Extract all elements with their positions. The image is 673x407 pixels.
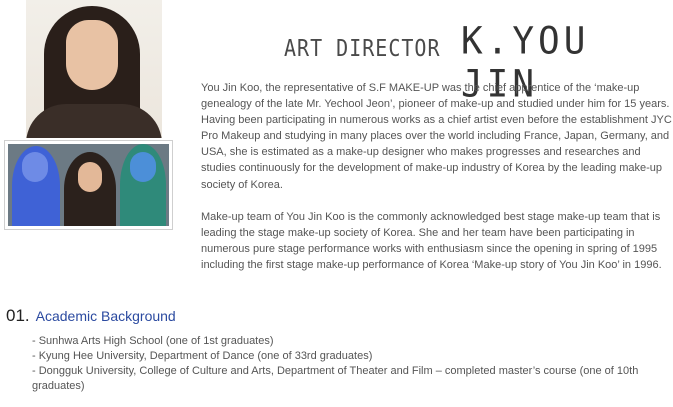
role-title: ART DIRECTOR	[284, 34, 441, 62]
list-item: - Dongguk University, College of Culture and Arts, Department of Theater and Film – completed master’s course (one of 10th graduates)	[32, 365, 639, 392]
biography	[201, 80, 673, 289]
academic-section-header	[6, 306, 176, 326]
academic-list	[32, 334, 662, 394]
director-portrait-photo	[26, 0, 162, 138]
bio-paragraph: Make-up team of You Jin Koo is the commonly acknowledged best stage make-up team that is leading the stage make-up society of Korea. She and her team have been participating in numerous pure stage performance works with enthusiasm since the opening in spring of 1995 including the first stage make-up performance of Korea ‘Make-up story of You Jin Koo’ in 1996.	[201, 210, 662, 271]
section-title: Academic Background	[35, 308, 176, 324]
makeup-team-photo	[4, 140, 173, 230]
bio-paragraph: You Jin Koo, the representative of S.F MAKE-UP was the chief apprentice of the ‘make-up genealogy of the late Mr. Yechool Jeon’, pioneer of make-up and studied under him for 15 years. Having been participating in numerous works as a chief artist even before the establishment JYC Pro Makeup and studying in many places over the world including France, Japan, Germany, and USA, she is estimated as a make-up designer who makes progresses and researches and studies continuously for the development of make-up industry of Korea by the leading make-up society of Korea.	[201, 82, 672, 191]
section-number: 01.	[6, 306, 30, 325]
list-item: - Sunhwa Arts High School (one of 1st graduates)	[32, 335, 274, 347]
director-name: K.YOU JIN	[461, 20, 590, 107]
list-item: - Kyung Hee University, Department of Dance (one of 33rd graduates)	[32, 350, 373, 362]
